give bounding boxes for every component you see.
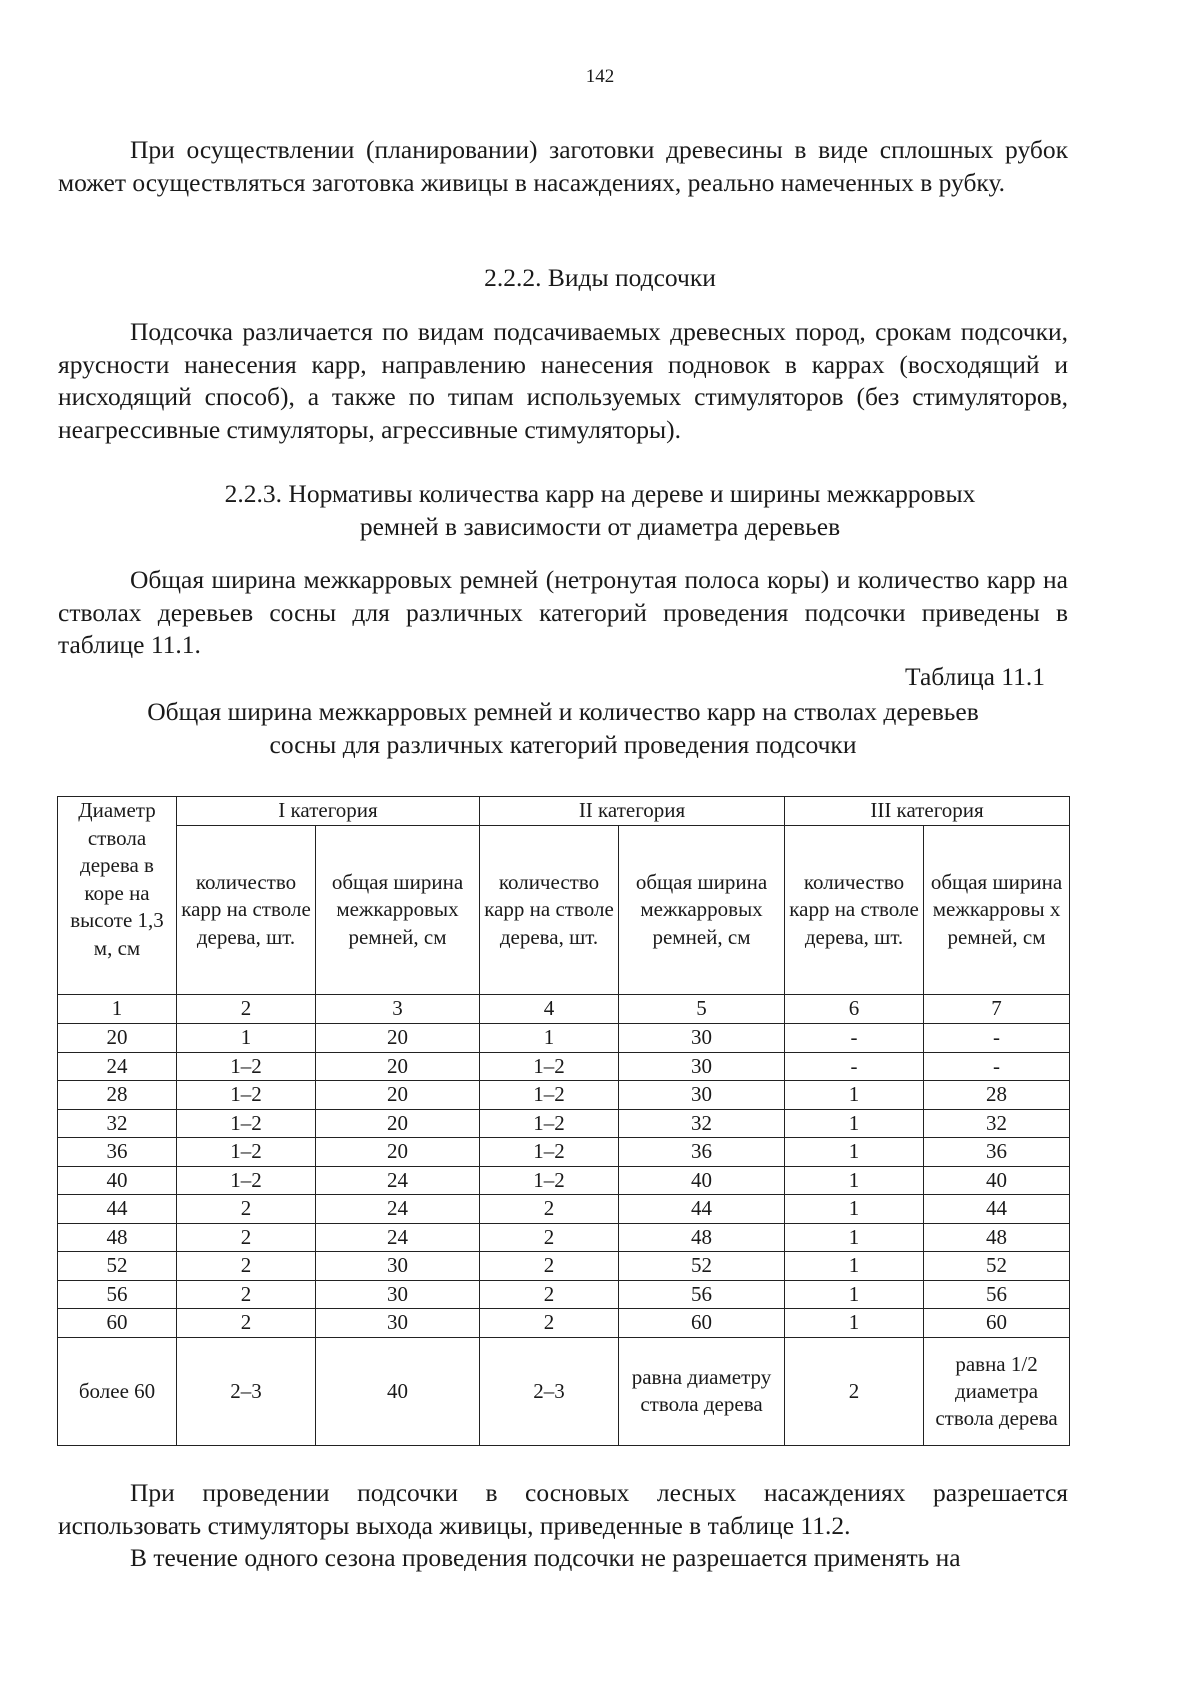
table-row — [58, 1309, 1070, 1338]
cell-diameter: 40 — [58, 1166, 177, 1195]
header-diameter: Диаметр ствола дерева в коре на высоте 1,3 м, см — [58, 797, 177, 995]
table-cell: 40 — [924, 1166, 1070, 1195]
table-cell: 56 — [924, 1280, 1070, 1309]
table-cell: 2 — [177, 1280, 316, 1309]
table-cell: 44 — [924, 1195, 1070, 1224]
table-subheader-row — [58, 826, 1070, 995]
column-number: 4 — [480, 995, 619, 1024]
table-cell: 1–2 — [177, 1081, 316, 1110]
table-cell: 30 — [619, 1081, 785, 1110]
header-category-3: III категория — [785, 797, 1070, 826]
table-cell: 20 — [316, 1052, 480, 1081]
column-number: 3 — [316, 995, 480, 1024]
table-cell: 2 — [177, 1195, 316, 1224]
table-cell: - — [785, 1024, 924, 1053]
table-cell: 1–2 — [480, 1109, 619, 1138]
table-cell: 40 — [316, 1337, 480, 1445]
table-cell: 2 — [480, 1280, 619, 1309]
table-cell: 2 — [177, 1309, 316, 1338]
table-cell: 32 — [924, 1109, 1070, 1138]
table-cell: 28 — [924, 1081, 1070, 1110]
column-number: 1 — [58, 995, 177, 1024]
table-cell: 1 — [785, 1109, 924, 1138]
subheader-cat3-count: количество карр на стволе дерева, шт. — [785, 826, 924, 995]
cell-diameter: 60 — [58, 1309, 177, 1338]
table-row — [58, 1024, 1070, 1053]
table-cell: 1–2 — [480, 1081, 619, 1110]
table-row — [58, 1195, 1070, 1224]
column-number: 2 — [177, 995, 316, 1024]
header-category-2: II категория — [480, 797, 785, 826]
table-cell: 52 — [619, 1252, 785, 1281]
table-cell: 56 — [619, 1280, 785, 1309]
table-cell: 2–3 — [177, 1337, 316, 1445]
table-cell: 2 — [785, 1337, 924, 1445]
table-cell: 20 — [316, 1109, 480, 1138]
table-cell: 30 — [316, 1280, 480, 1309]
table-cell: 20 — [316, 1138, 480, 1167]
table-cell: 20 — [316, 1081, 480, 1110]
table-cell: 2 — [480, 1252, 619, 1281]
table-cell: равна 1/2 диаметра ствола дерева — [924, 1337, 1070, 1445]
table-cell: 32 — [619, 1109, 785, 1138]
table-cell: 1 — [785, 1223, 924, 1252]
table-row — [58, 1052, 1070, 1081]
table-cell: 60 — [619, 1309, 785, 1338]
cell-diameter: 36 — [58, 1138, 177, 1167]
cell-diameter: 32 — [58, 1109, 177, 1138]
page-number: 142 — [585, 66, 615, 87]
table-cell: 2 — [177, 1252, 316, 1281]
table-cell: 52 — [924, 1252, 1070, 1281]
table-cell: 1 — [785, 1280, 924, 1309]
table-cell: - — [924, 1052, 1070, 1081]
table-cell: 1 — [480, 1024, 619, 1053]
cell-diameter: 48 — [58, 1223, 177, 1252]
table-cell: равна диаметру ствола дерева — [619, 1337, 785, 1445]
table-cell: 1–2 — [480, 1166, 619, 1195]
table-cell: 30 — [316, 1252, 480, 1281]
table-cell: - — [785, 1052, 924, 1081]
table-cell: 48 — [924, 1223, 1070, 1252]
table-cell: - — [924, 1024, 1070, 1053]
cell-diameter: 28 — [58, 1081, 177, 1110]
subheader-cat1-width: общая ширина межкарровых ремней, см — [316, 826, 480, 995]
table-cell: 30 — [619, 1052, 785, 1081]
table-caption-line2: сосны для различных категорий проведения подсочки — [269, 730, 857, 759]
table-row — [58, 1223, 1070, 1252]
table-caption-line1: Общая ширина межкарровых ремней и количество карр на стволах деревьев — [147, 697, 979, 726]
header-category-1: I категория — [177, 797, 480, 826]
table-row — [58, 1109, 1070, 1138]
table-cell: 60 — [924, 1309, 1070, 1338]
table-cell: 2 — [480, 1195, 619, 1224]
table-cell: 24 — [316, 1223, 480, 1252]
table-cell: 1 — [785, 1138, 924, 1167]
table-cell: 44 — [619, 1195, 785, 1224]
table-cell: 1 — [785, 1309, 924, 1338]
table-cell: 24 — [316, 1195, 480, 1224]
table-header-row — [58, 797, 1070, 826]
heading-2-2-2: 2.2.2. Виды подсочки — [484, 263, 716, 292]
column-number-row — [58, 995, 1070, 1024]
heading-2-2-3-line1: 2.2.3. Нормативы количества карр на дереве и ширины межкарровых — [224, 479, 976, 508]
table-label: Таблица 11.1 — [905, 662, 1045, 691]
cell-diameter: более 60 — [58, 1337, 177, 1445]
paragraph-belt-width: Общая ширина межкарровых ремней (нетронутая полоса коры) и количество карр на стволах деревьев сосны для различных категорий проведения подсочки приведены в таблице 11.1. — [58, 565, 1068, 659]
subheader-cat2-width: общая ширина межкарровых ремней, см — [619, 826, 785, 995]
cell-diameter: 20 — [58, 1024, 177, 1053]
table-cell: 1–2 — [177, 1166, 316, 1195]
cell-diameter: 56 — [58, 1280, 177, 1309]
subheader-cat3-width: общая ширина межкарровы х ремней, см — [924, 826, 1070, 995]
heading-2-2-3-line2: ремней в зависимости от диаметра деревьев — [359, 512, 841, 541]
table-cell: 20 — [316, 1024, 480, 1053]
table-cell: 2 — [480, 1223, 619, 1252]
column-number: 7 — [924, 995, 1070, 1024]
paragraph-stimulators: При проведении подсочки в сосновых лесных насаждениях разрешается использовать стимуляторы выхода живицы, приведенные в таблице 11.2. — [58, 1478, 1068, 1540]
table-cell: 36 — [924, 1138, 1070, 1167]
table-cell: 1–2 — [177, 1052, 316, 1081]
column-number: 5 — [619, 995, 785, 1024]
table-row — [58, 1081, 1070, 1110]
table-cell: 1 — [177, 1024, 316, 1053]
table-cell: 24 — [316, 1166, 480, 1195]
table-cell: 2 — [480, 1309, 619, 1338]
cell-diameter: 44 — [58, 1195, 177, 1224]
cell-diameter: 24 — [58, 1052, 177, 1081]
table-cell: 1–2 — [480, 1052, 619, 1081]
subheader-cat2-count: количество карр на стволе дерева, шт. — [480, 826, 619, 995]
table-cell: 1 — [785, 1081, 924, 1110]
table-cell: 30 — [316, 1309, 480, 1338]
table-cell: 1–2 — [480, 1138, 619, 1167]
column-number: 6 — [785, 995, 924, 1024]
tapping-norms-table — [57, 796, 1070, 1446]
table-cell: 48 — [619, 1223, 785, 1252]
table-cell: 36 — [619, 1138, 785, 1167]
paragraph-tapping-types: Подсочка различается по видам подсачиваемых древесных пород, срокам подсочки, ярусности нанесения карр, направлению нанесения подновок в каррах (восходящий и нисходящий способ), а также по типам используемых стимуляторов (без стимуляторов, неагрессивные стимуляторы, агрессивные стимуляторы). — [58, 317, 1068, 444]
table-cell: 40 — [619, 1166, 785, 1195]
table-row — [58, 1138, 1070, 1167]
table-cell: 1 — [785, 1195, 924, 1224]
paragraph-season: В течение одного сезона проведения подсочки не разрешается применять на — [130, 1543, 961, 1572]
cell-diameter: 52 — [58, 1252, 177, 1281]
table-cell: 1–2 — [177, 1109, 316, 1138]
paragraph-clear-cut: При осуществлении (планировании) заготовки древесины в виде сплошных рубок может осуществляться заготовка живицы в насаждениях, реально намеченных в рубку. — [58, 135, 1068, 197]
table-cell: 2–3 — [480, 1337, 619, 1445]
table-cell: 1–2 — [177, 1138, 316, 1167]
table-cell: 1 — [785, 1252, 924, 1281]
table-row — [58, 1166, 1070, 1195]
table-cell: 2 — [177, 1223, 316, 1252]
table-body — [58, 1024, 1070, 1446]
table-row — [58, 1252, 1070, 1281]
table-cell: 30 — [619, 1024, 785, 1053]
table-cell: 1 — [785, 1166, 924, 1195]
subheader-cat1-count: количество карр на стволе дерева, шт. — [177, 826, 316, 995]
table-row — [58, 1280, 1070, 1309]
table-row — [58, 1337, 1070, 1445]
